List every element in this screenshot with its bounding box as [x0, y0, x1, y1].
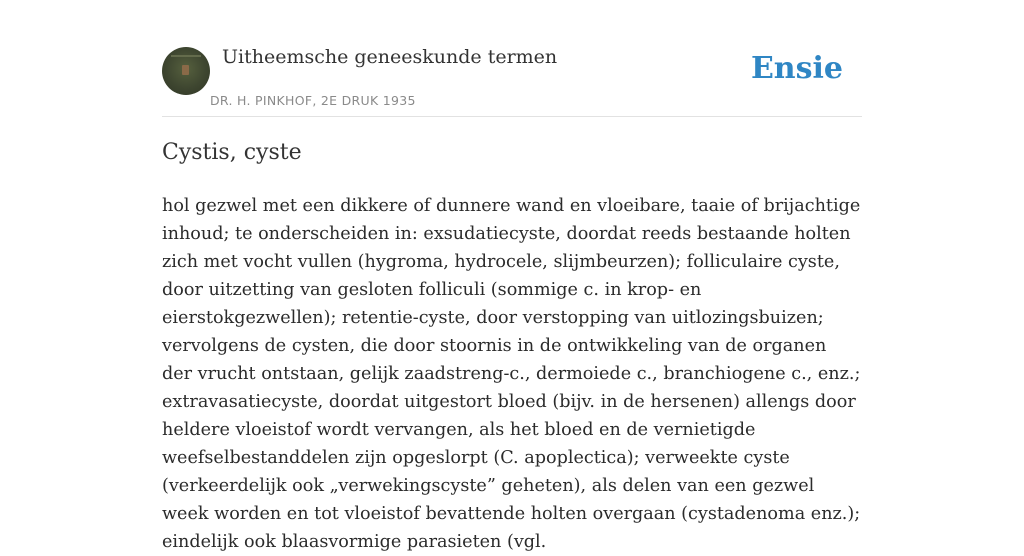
ensie-logo[interactable]: Ensie: [750, 51, 843, 86]
book-header: [162, 0, 862, 117]
book-cover-icon[interactable]: [162, 47, 210, 95]
cover-band: [171, 55, 201, 57]
cover-emblem: [182, 65, 189, 75]
entry-title: Cystis, cyste: [162, 140, 302, 165]
entry-body: hol gezwel met een dikkere of dunnere wand en vloeibare, taaie of brijachtige inhoud; te onderscheiden in: exsudatiecyste, doordat reeds bestaande holten zich met vocht vullen (hygroma, hydrocele, slijmbeurzen); folliculaire cyste, door uitzetting van gesloten folliculi (sommige c. in krop- en eierstokgezwellen); retentie-cyste, door verstopping van uitlozingsbuizen; vervolgens de cysten, die door stoornis in de ontwikkeling van de organen der vrucht ontstaan, gelijk zaadstreng-c., dermoiede c., branchiogene c., enz.; extravasatiecyste, doordat uitgestort bloed (bijv. in de hersenen) allengs door heldere vloeistof wordt vervangen, als het bloed en de vernietigde weefselbestanddelen zijn opgeslorpt (C. apoplectica); verweekte cyste (verkeerdelijk ook „verwekingscyste” geheten), als delen van een gezwel week worden en tot vloeistof bevattende holten overgaan (cystadenoma enz.); eindelijk ook blaasvormige parasieten (vgl.: [162, 196, 861, 552]
book-author: DR. H. PINKHOF, 2E DRUK 1935: [210, 93, 416, 108]
page: [162, 0, 862, 552]
book-title-link[interactable]: Uitheemsche geneeskunde termen: [222, 46, 558, 68]
